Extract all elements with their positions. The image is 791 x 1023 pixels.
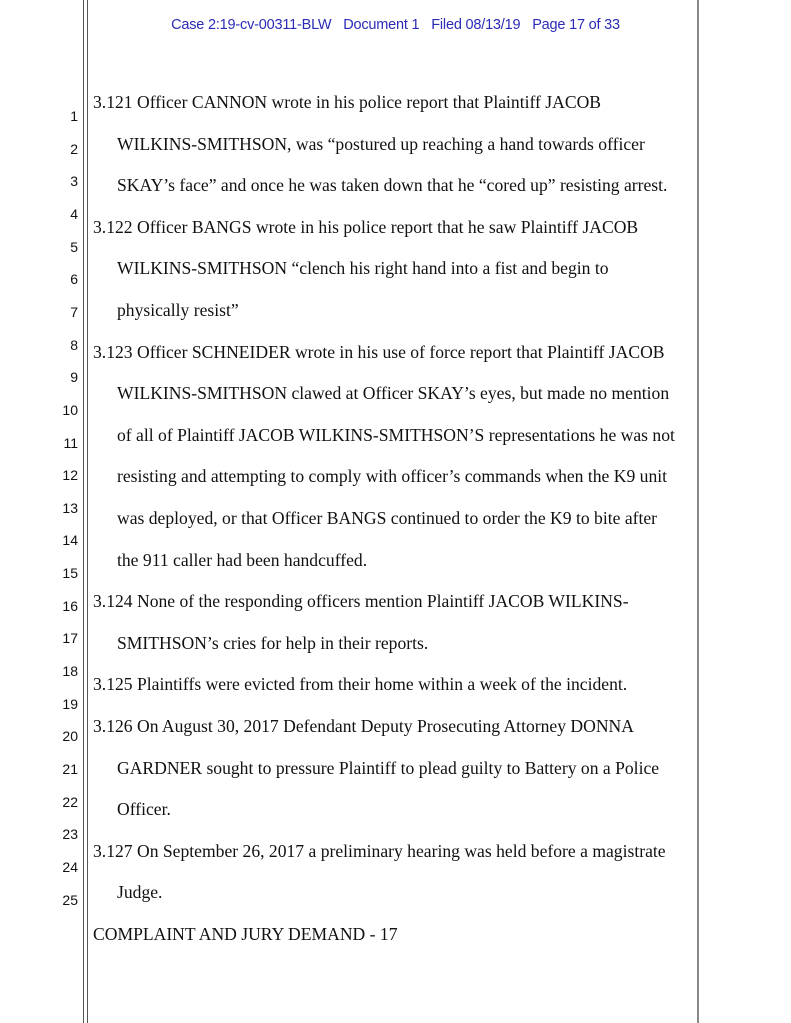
line-number: 12 [62, 467, 78, 484]
line-number: 13 [62, 499, 78, 516]
paragraph-continuation-line: resisting and attempting to comply with officer’s commands when the K9 unit [117, 466, 668, 487]
line-number: 2 [70, 140, 78, 157]
paragraph-first-line: 3.121 Officer CANNON wrote in his police report that Plaintiff JACOB [93, 92, 602, 112]
line-number: 24 [62, 858, 78, 875]
paragraph-continuation-line: GARDNER sought to pressure Plaintiff to plead guilty to Battery on a Police [117, 757, 660, 778]
line-number: 22 [62, 793, 78, 810]
page-indicator: Page 17 of 33 [532, 17, 620, 33]
line-number: 14 [62, 532, 78, 549]
line-number: 11 [63, 434, 78, 451]
filed-date: Filed 08/13/19 [431, 17, 521, 33]
line-number: 15 [62, 565, 78, 582]
paragraph-continuation-line: SMITHSON’s cries for help in their reports. [117, 632, 429, 653]
paragraph-continuation-line: WILKINS-SMITHSON clawed at Officer SKAY’s eyes, but made no mention [117, 383, 670, 404]
paragraph-continuation-line: Officer. [117, 799, 171, 820]
left-margin-rule-inner [87, 0, 88, 1023]
line-number: 1 [70, 108, 78, 124]
paragraph-continuation-line: WILKINS-SMITHSON, was “postured up reaching a hand towards officer [117, 133, 645, 154]
left-margin-rule [83, 0, 84, 1023]
line-number: 7 [70, 303, 78, 320]
line-number: 8 [70, 336, 78, 353]
line-number: 17 [62, 630, 78, 647]
paragraph-continuation-line: physically resist” [117, 300, 239, 320]
page-footer: COMPLAINT AND JURY DEMAND - 17 [93, 924, 398, 944]
ecf-header [0, 17, 791, 33]
right-margin-rule [697, 0, 699, 1023]
line-number: 6 [70, 271, 78, 288]
paragraph-first-line: 3.127 On September 26, 2017 a preliminary hearing was held before a magistrate [93, 840, 666, 861]
paragraph-continuation-line: WILKINS-SMITHSON “clench his right hand into a fist and begin to [117, 258, 609, 279]
paragraph-first-line: 3.125 Plaintiffs were evicted from their home within a week of the incident. [93, 674, 628, 695]
line-number: 5 [70, 238, 78, 255]
paragraph-continuation-line: Judge. [117, 882, 163, 903]
paragraph-first-line: 3.124 None of the responding officers mention Plaintiff JACOB WILKINS- [93, 591, 629, 612]
line-number: 10 [62, 401, 78, 418]
paragraph-first-line: 3.126 On August 30, 2017 Defendant Deputy Prosecuting Attorney DONNA [93, 716, 634, 736]
document-number: Document 1 [343, 17, 420, 33]
case-number: Case 2:19-cv-00311-BLW [171, 17, 332, 33]
paragraph-continuation-line: of all of Plaintiff JACOB WILKINS-SMITHSON’S representations he was not [117, 424, 675, 445]
line-number: 21 [62, 761, 78, 777]
paragraph-first-line: 3.122 Officer BANGS wrote in his police report that he saw Plaintiff JACOB [93, 216, 639, 237]
line-number: 23 [62, 826, 78, 843]
paragraph-continuation-line: was deployed, or that Officer BANGS continued to order the K9 to bite after [117, 508, 658, 528]
paragraph-continuation-line: SKAY’s face” and once he was taken down that he “cored up” resisting arrest. [117, 175, 668, 196]
line-number: 9 [70, 369, 78, 386]
line-number: 3 [70, 173, 78, 190]
paragraph-first-line: 3.123 Officer SCHNEIDER wrote in his use of force report that Plaintiff JACOB [93, 341, 665, 362]
paragraph-continuation-line: the 911 caller had been handcuffed. [117, 549, 368, 570]
line-number: 4 [70, 205, 78, 222]
line-number: 18 [62, 663, 78, 680]
line-number: 20 [62, 728, 78, 745]
line-number: 19 [62, 695, 78, 712]
line-number: 25 [62, 891, 78, 908]
line-number: 16 [62, 597, 78, 614]
